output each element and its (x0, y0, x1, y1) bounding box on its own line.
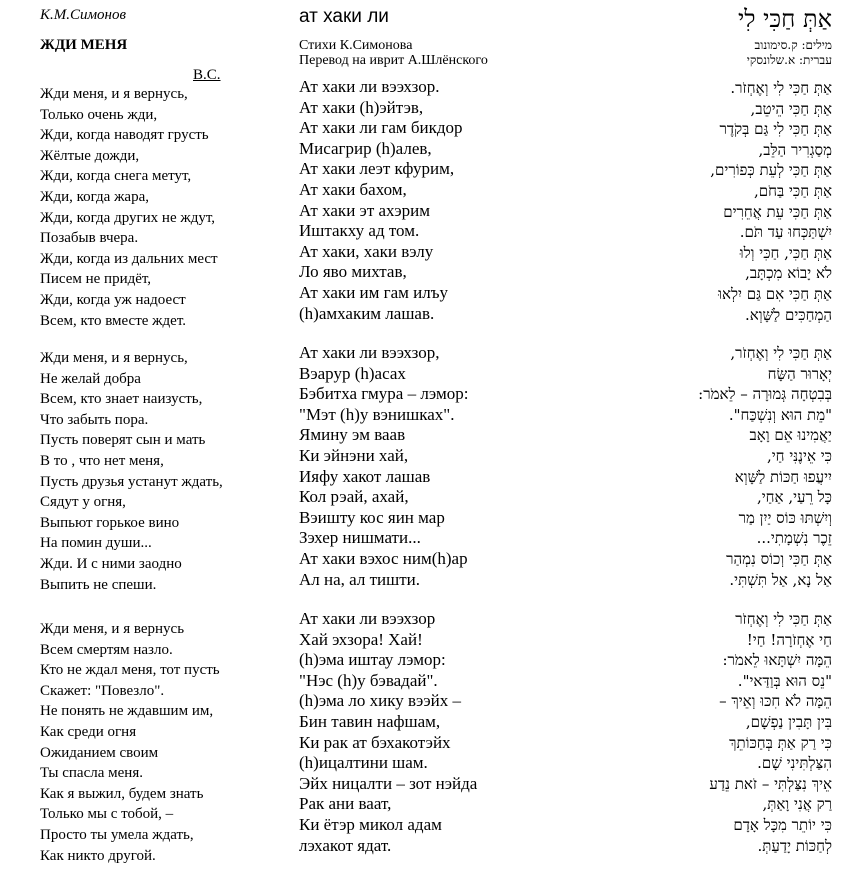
credit-poem: Стихи К.Симонова (299, 38, 413, 53)
poem-line: (h)ицалтини шам. (299, 753, 428, 773)
poem-line: אַתְּ חַכִּי לְעֵת כְּפוֹרִים, (710, 161, 832, 180)
poem-line: Выпьют горькое вино (40, 514, 180, 531)
poem-line: יִשְׁתַּכְּחוּ עַד תֹּם. (739, 223, 832, 242)
poem-line: Просто ты умела ждать, (40, 826, 194, 843)
poem-line: Что забыть пора. (40, 411, 149, 428)
transliteration-column (299, 0, 589, 873)
poem-line: אַתְּ חַכִּי לִי וְאֶחְזֹר. (730, 79, 832, 97)
poem-line: Ат хаки (h)эйтэв, (299, 97, 424, 117)
poem-line: אַתְּ חַכִּי לִי גַּם בְּקֹדֶר (719, 120, 832, 139)
poem-line: Не желай добра (40, 370, 141, 387)
poem-line: Жди. И с ними заодно (40, 555, 182, 572)
poem-line: יַאֲמִינוּ אֵם וָאָב (749, 426, 832, 445)
poem-line: Ат хаки ли вээхзор, (299, 343, 440, 362)
poem-line: Всем смертям назло. (40, 641, 173, 658)
dedication: В.С. (193, 67, 221, 83)
poem-line: Как никто другой. (40, 847, 156, 864)
poem-line: (h)эма иштау лэмор: (299, 650, 446, 670)
poem-line: Только очень жди, (40, 106, 158, 123)
poem-line: Как среди огня (40, 723, 137, 740)
stanza-tr-1 (299, 77, 589, 324)
poem-line: אַל נָא, אַל תִּשְׁתִּי. (729, 570, 832, 589)
stanza-ru-2 (40, 348, 295, 595)
poem-line: Кто не ждал меня, тот пусть (40, 662, 220, 679)
stanza-he-1 (590, 78, 840, 325)
poem-line: Бин тавин нафшам, (299, 711, 441, 731)
poem-line: Ожиданием своим (40, 744, 159, 761)
poem-line: Ат хаки вэхос ним(h)ар (299, 548, 468, 568)
poem-line: כִּי יוֹתֵר מִכָּל אָדָם (733, 815, 832, 834)
poem-line: הֵמָּה יִשְׁתָּאוּ לֵאמֹר: (722, 651, 832, 670)
poem-line: לְחַכּוֹת יָדַעַתְּ. (757, 836, 832, 855)
poem-title-hebrew: אַתְּ חַכִּי לִי (737, 5, 832, 33)
stanza-tr-2 (299, 343, 589, 590)
poem-line: Эйх ницалти – зот нэйда (299, 773, 478, 793)
poem-line: אַתְּ חַכִּי הֵיטֵב, (750, 99, 832, 118)
poem-line: כִּי רַק אַתְּ בְּחַכּוֹתֵךְ (729, 733, 832, 752)
poem-line: אַתְּ חַכִּי עֵת אֲחֵרִים (723, 202, 832, 221)
poem-line: אַתְּ חַכִּי, חַכִּי וְלוּ (739, 243, 832, 262)
poem-line: אַתְּ חַכִּי לִי וְאֶחְזֹר (735, 610, 832, 628)
stanza-he-3 (590, 609, 840, 856)
poem-line: יְאָרוּר הַשָּׂח (767, 364, 832, 383)
poem-line: רַק אֲנִי וָאַתְּ, (762, 795, 832, 814)
poem-line: Ки ётэр микол адам (299, 814, 442, 834)
poem-line: הִצַּלְתִּינִי שָׁם. (757, 754, 832, 773)
poem-line: Жди меня, и я вернусь (40, 621, 185, 637)
poem-line: Ат хаки им гам илъу (299, 282, 449, 302)
stanza-he-2 (590, 343, 840, 590)
poem-line: הֵמָּה לֹא חִכּוּ וְאֵיךְ – (719, 692, 832, 711)
poem-line: זֵכֶר נִשְׁמָתִי... (756, 529, 832, 548)
russian-column (40, 0, 295, 873)
credit-translation: Перевод на иврит А.Шлёнского (299, 53, 488, 68)
poem-line: Жёлтые дожди, (40, 147, 140, 164)
poem-line: Не понять не ждавшим им, (40, 703, 214, 720)
poem-line: Ат хаки ли вээхзор. (299, 77, 440, 96)
poem-line: אֵיךְ נִצַּלְתִּי – זֹאת נֵדַע (709, 774, 832, 793)
poem-line: Позабыв вчера. (40, 230, 139, 247)
poem-line: Хай эхзора! Хай! (299, 629, 423, 649)
poem-line: Иштакху ад том. (299, 221, 420, 241)
poem-line: Выпить не спеши. (40, 576, 157, 593)
poem-line: "Нэс (h)у бэвадай". (299, 670, 438, 690)
poem-line: לֹא יָבוֹא מִכְתָּב, (745, 264, 832, 283)
poem-line: В то , что нет меня, (40, 452, 164, 469)
poem-line: Ияфу хакот лашав (299, 466, 431, 486)
poem-line: Жди, когда уж надоест (40, 291, 186, 308)
poem-line: Всем, кто знает наизусть, (40, 391, 203, 408)
poem-line: Ямину эм ваав (299, 425, 406, 445)
poem-line: "Мэт (h)у вэнишках". (299, 404, 455, 424)
poem-line: Ты спасла меня. (40, 765, 143, 782)
poem-title-transliteration: ат хаки ли (299, 6, 389, 27)
poem-line: Пусть друзья устанут ждать, (40, 473, 223, 490)
poem-line: Мисагрир (h)алев, (299, 138, 432, 158)
poem-line: Только мы с тобой, – (40, 806, 174, 823)
poem-line: יִיעֲפוּ חַכּוֹת לַשָּׁוְא (734, 467, 832, 486)
poem-line: (h)амхаким лашав. (299, 303, 435, 323)
poem-line: אַתְּ חַכִּי אִם גַּם יִלְאוּ (718, 284, 832, 303)
poem-line: הַמְחַכִּים לַשָּׁוְא. (744, 305, 832, 324)
poem-line: Жди, когда других не ждут, (40, 209, 216, 226)
poem-title-russian: ЖДИ МЕНЯ (40, 37, 128, 53)
poem-line: На помин души... (40, 535, 152, 552)
poem-line: מְסַגְרִיר הַלֵּב, (758, 140, 832, 159)
poem-line: Ат хаки бахом, (299, 179, 407, 199)
poem-line: Как я выжил, будем знать (40, 785, 204, 802)
poem-line: Ло яво михтав, (299, 262, 407, 282)
poem-line: Ат хаки ли вээхзор (299, 609, 436, 628)
poem-line: (h)эма ло хику вээйх – (299, 691, 461, 711)
poem-line: Ки рак ат бэхакотэйх (299, 732, 451, 752)
poem-line: Жди меня, и я вернусь, (40, 350, 188, 366)
poem-line: Ки эйнэни хай, (299, 445, 409, 465)
poem-line: וְיִשְׁתּוּ כּוֹס יַיִן מַר (738, 508, 832, 527)
stanza-ru-1 (40, 84, 295, 331)
poem-line: Ат хаки ли гам бикдор (299, 118, 463, 138)
poem-line: Ал на, ал тишти. (299, 569, 420, 589)
poem-line: Ат хаки леэт кфурим, (299, 159, 455, 179)
poem-line: Жди, когда снега метут, (40, 168, 192, 185)
poem-line: כָּל רֵעַי, אַחַי, (756, 488, 832, 507)
poem-line: Рак ани ваат, (299, 794, 392, 814)
poem-line: Жди меня, и я вернусь, (40, 86, 188, 102)
poem-line: "נֵס הוּא בְּוַדַּאי". (737, 671, 832, 690)
poem-line: Кол рэай, ахай, (299, 487, 409, 507)
stanza-tr-3 (299, 609, 589, 856)
poem-line: Жди, когда жара, (40, 188, 149, 205)
poem-line: בִּין תָּבִין נַפְשָׁם, (745, 712, 832, 731)
poem-line: "מֵת הוּא וְנִשְׁכַּח". (728, 405, 832, 424)
poem-line: Ат хаки эт ахэрим (299, 200, 430, 220)
credit-translator-hebrew: עברית: א.שלונסקי (746, 53, 832, 67)
poem-line: חַי אֶחְזֹרָה! חַי! (746, 630, 832, 649)
poem-line: Бэбитха гмура – лэмор: (299, 384, 469, 404)
poem-line: Вэишту кос яин мар (299, 507, 445, 527)
poem-line: אַתְּ חַכִּי בַּחֹם, (753, 181, 832, 200)
poem-line: Сядут у огня, (40, 494, 126, 511)
poem-line: Ат хаки, хаки вэлу (299, 241, 434, 261)
hebrew-column (590, 0, 840, 873)
poem-line: Жди, когда наводят грусть (40, 127, 209, 144)
poem-line: Всем, кто вместе ждет. (40, 312, 186, 329)
poem-line: Зэхер нишмати... (299, 528, 421, 548)
poem-line: Жди, когда из дальних мест (40, 250, 218, 267)
poem-line: Вэарур (h)асах (299, 363, 406, 383)
stanza-ru-3 (40, 619, 295, 866)
author-name: К.М.Симонов (40, 7, 126, 23)
credit-lyrics-hebrew: מילים: ק.סימונוב (754, 38, 832, 52)
poem-line: בְּבִטְחָה גְּמוּרָה – לֵאמֹר: (698, 385, 832, 404)
poem-line: אַתְּ חַכִּי לִי וְאֶחְזֹר, (730, 344, 832, 362)
poem-line: Писем не придёт, (40, 271, 152, 288)
poem-line: Пусть поверят сын и мать (40, 432, 206, 449)
poem-line: лэхакот ядат. (299, 835, 392, 855)
poem-line: אַתְּ חַכִּי וְכוֹס נִמְהַר (726, 549, 832, 568)
poem-line: כִּי אֵינֶנִּי חַי, (766, 446, 832, 465)
poem-line: Скажет: "Повезло". (40, 682, 165, 699)
